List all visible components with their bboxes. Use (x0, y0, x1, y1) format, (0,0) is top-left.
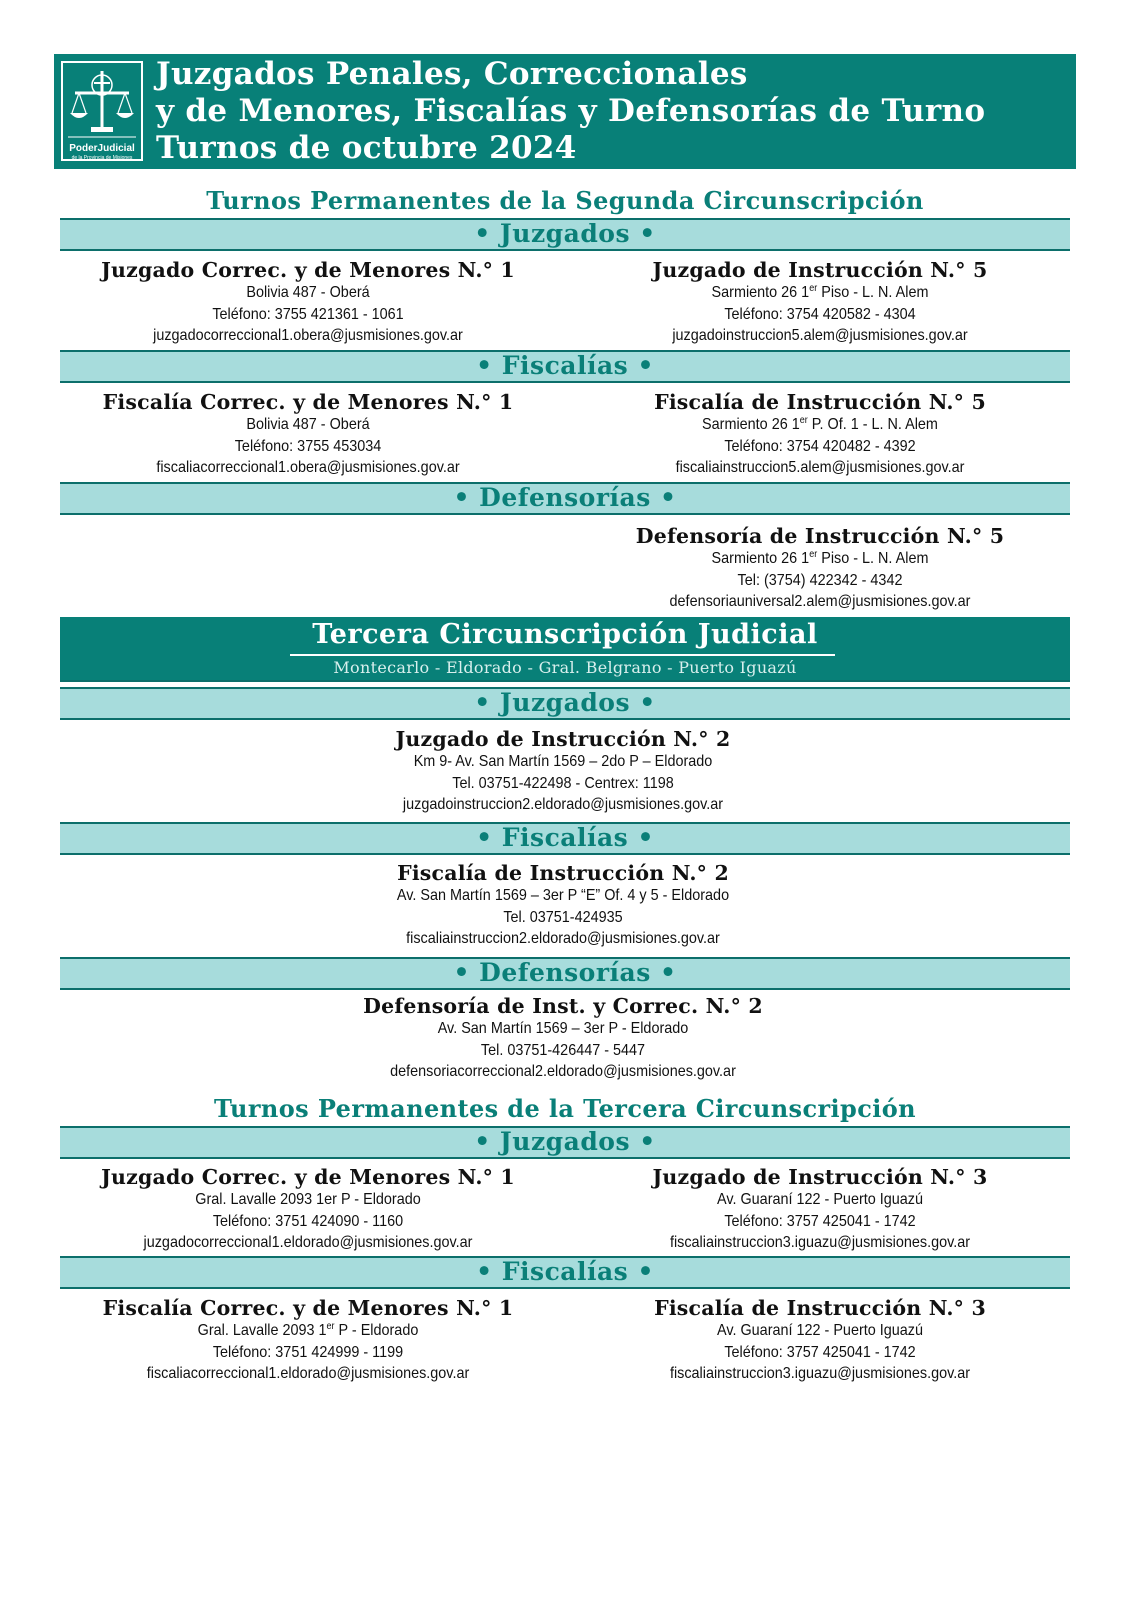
office-email: juzgadoinstruccion5.alem@jusmisiones.gov.ar (672, 327, 968, 344)
office-email: fiscaliainstruccion5.alem@jusmisiones.gov.ar (675, 459, 965, 476)
tercera-banner (60, 617, 1070, 682)
office-email: fiscaliainstruccion3.iguazu@jusmisiones.gov.ar (669, 1234, 971, 1251)
tercera-subtitle: Montecarlo - Eldorado - Gral. Belgrano - Puerto Iguazú (333, 658, 797, 677)
office-name: Defensoría de Inst. y Correc. N.° 2 (363, 994, 763, 1018)
office-email: fiscaliainstruccion3.iguazu@jusmisiones.gov.ar (669, 1365, 971, 1382)
office-name: Fiscalía de Instrucción N.° 5 (654, 390, 986, 414)
tercera-juzgado-instruccion-2 (303, 727, 823, 816)
office-name: Fiscalía Correc. y de Menores N.° 1 (102, 390, 514, 414)
tercera-defensoria-2 (303, 994, 823, 1083)
office-email: juzgadoinstruccion2.eldorado@jusmisiones.gov.ar (402, 796, 724, 813)
poder-judicial-logo (61, 61, 143, 161)
office-address: Bolivia 487 - Oberá (246, 416, 370, 433)
office-phone: Teléfono: 3757 425041 - 1742 (724, 1212, 916, 1230)
segunda-fiscalia-instruccion-5 (560, 390, 1080, 479)
segunda-fiscalias-band: • Fiscalías • (60, 350, 1070, 383)
office-name: Juzgado de Instrucción N.° 3 (652, 1165, 988, 1189)
scales-of-justice-icon (63, 63, 141, 143)
office-email: juzgadocorreccional1.eldorado@jusmisiones.gov.ar (143, 1234, 473, 1251)
office-name: Fiscalía Correc. y de Menores N.° 1 (102, 1296, 514, 1320)
office-name: Defensoría de Instrucción N.° 5 (635, 524, 1005, 548)
logo-text-provincia: de la Provincia de Misiones (71, 155, 133, 161)
tercera-defensorias-band: • Defensorías • (60, 957, 1070, 990)
office-address: Av. San Martín 1569 – 3er P “E” Of. 4 y 5 - Eldorado (396, 887, 730, 904)
office-address: Gral. Lavalle 2093 1er P - Eldorado (197, 1321, 419, 1339)
tercera-fiscalia-instruccion-2 (303, 861, 823, 950)
tercera-divider (290, 654, 835, 656)
office-email: fiscaliacorreccional1.eldorado@jusmisiones.gov.ar (146, 1365, 470, 1382)
office-address: Sarmiento 26 1er Piso - L. N. Alem (711, 283, 929, 301)
office-name: Juzgado de Instrucción N.° 2 (395, 727, 731, 751)
office-phone: Teléfono: 3751 424999 - 1199 (212, 1343, 404, 1361)
title-line-3: Turnos de octubre 2024 (156, 130, 577, 166)
tercera-juzgado-instruccion-3 (560, 1165, 1080, 1254)
office-address: Gral. Lavalle 2093 1er P - Eldorado (195, 1191, 421, 1208)
office-address: Km 9- Av. San Martín 1569 – 2do P – Eldorado (413, 753, 713, 770)
office-phone: Tel. 03751-426447 - 5447 (480, 1041, 646, 1059)
office-phone: Teléfono: 3755 421361 - 1061 (212, 305, 404, 323)
segunda-juzgado-instruccion-5 (560, 258, 1080, 347)
office-name: Juzgado de Instrucción N.° 5 (652, 258, 988, 282)
tercera-title: Tercera Circunscripción Judicial (312, 619, 818, 650)
tercera-juzgado-correccional-1 (48, 1165, 568, 1254)
tercera-fiscalias-band: • Fiscalías • (60, 822, 1070, 855)
segunda-defensorias-band: • Defensorías • (60, 482, 1070, 515)
logo-text-poder-judicial: PoderJudicial (69, 143, 135, 154)
office-name: Juzgado Correc. y de Menores N.° 1 (101, 1165, 515, 1189)
office-phone: Tel. 03751-424935 (503, 908, 623, 926)
office-phone: Teléfono: 3751 424090 - 1160 (212, 1212, 404, 1230)
office-name: Fiscalía de Instrucción N.° 3 (654, 1296, 986, 1320)
tercera-permanentes-fiscalias-band: • Fiscalías • (60, 1256, 1070, 1289)
office-address: Av. San Martín 1569 – 3er P - Eldorado (437, 1020, 689, 1037)
header-banner (54, 54, 1076, 169)
office-phone: Teléfono: 3754 420482 - 4392 (724, 437, 916, 455)
tercera-permanentes-heading: Turnos Permanentes de la Tercera Circunscripción (213, 1094, 917, 1123)
office-phone: Teléfono: 3754 420582 - 4304 (724, 305, 916, 323)
office-address: Sarmiento 26 1er Piso - L. N. Alem (711, 549, 929, 567)
office-email: fiscaliacorreccional1.obera@jusmisiones.gov.ar (156, 459, 460, 476)
office-address: Sarmiento 26 1er P. Of. 1 - L. N. Alem (702, 415, 938, 433)
office-name: Juzgado Correc. y de Menores N.° 1 (101, 258, 515, 282)
segunda-defensoria-instruccion-5 (560, 524, 1080, 613)
title-line-1: Juzgados Penales, Correccionales (156, 56, 748, 92)
tercera-juzgados-band: • Juzgados • (60, 687, 1070, 720)
tercera-fiscalia-correccional-1 (48, 1296, 568, 1385)
segunda-heading: Turnos Permanentes de la Segunda Circunscripción (206, 186, 924, 215)
segunda-juzgados-band: • Juzgados • (60, 218, 1070, 251)
segunda-juzgado-correccional-1 (48, 258, 568, 347)
office-phone: Tel. 03751-422498 - Centrex: 1198 (452, 774, 674, 792)
office-address: Bolivia 487 - Oberá (246, 284, 370, 301)
tercera-fiscalia-instruccion-3 (560, 1296, 1080, 1385)
office-email: defensoriacorreccional2.eldorado@jusmisiones.gov.ar (390, 1063, 736, 1080)
office-phone: Teléfono: 3755 453034 (234, 437, 382, 455)
office-email: juzgadocorreccional1.obera@jusmisiones.gov.ar (153, 327, 463, 344)
tercera-permanentes-juzgados-band: • Juzgados • (60, 1126, 1070, 1159)
office-name: Fiscalía de Instrucción N.° 2 (397, 861, 729, 885)
office-email: defensoriauniversal2.alem@jusmisiones.gov.ar (669, 593, 971, 610)
page-title (156, 56, 1056, 167)
office-address: Av. Guaraní 122 - Puerto Iguazú (716, 1322, 923, 1339)
title-line-2: y de Menores, Fiscalías y Defensorías de Turno (156, 93, 986, 129)
office-phone: Teléfono: 3757 425041 - 1742 (724, 1343, 916, 1361)
segunda-fiscalia-correccional-1 (48, 390, 568, 479)
office-address: Av. Guaraní 122 - Puerto Iguazú (716, 1191, 923, 1208)
office-email: fiscaliainstruccion2.eldorado@jusmisiones.gov.ar (406, 930, 720, 947)
office-phone: Tel: (3754) 422342 - 4342 (737, 571, 903, 589)
